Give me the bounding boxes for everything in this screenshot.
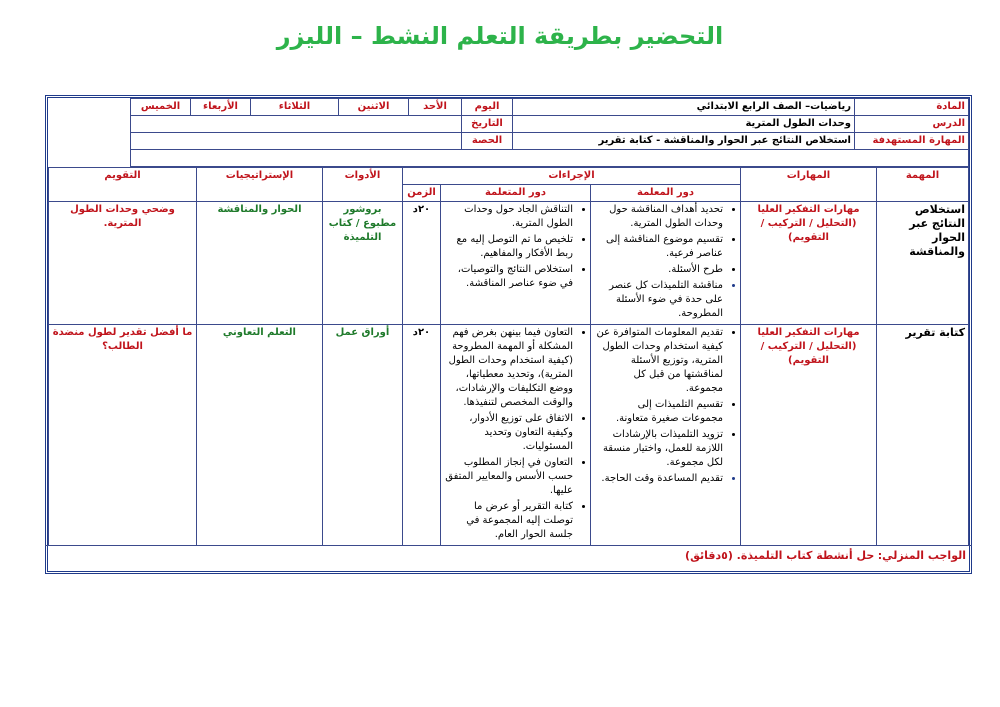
info-row-skill bbox=[49, 133, 969, 150]
row2-time: ٢٠د bbox=[402, 325, 440, 546]
skill-value: استخلاص النتائج عبر الحوار والمناقشة - كتابة تقرير bbox=[513, 133, 855, 150]
row2-teacher-role bbox=[591, 325, 741, 546]
header-tools: الأدوات bbox=[322, 168, 402, 202]
homework-footer bbox=[45, 545, 972, 571]
row1-task: استخلاص النتائج عبر الحوار والمناقشة bbox=[877, 202, 969, 325]
day-label: اليوم bbox=[462, 99, 513, 116]
row1-strategy: الحوار والمناقشة bbox=[196, 202, 322, 325]
day-tuesday: الثلاثاء bbox=[251, 99, 339, 116]
skill-label: المهارة المستهدفة bbox=[855, 133, 969, 150]
header-evaluation: التقويم bbox=[49, 168, 197, 202]
row2-task: كتابة تقرير bbox=[877, 325, 969, 546]
row1-evaluation: وضحي وحدات الطول المترية. bbox=[49, 202, 197, 325]
row1-student-item: • استخلاص النتائج والتوصيات، في ضوء عناصر المناقشة. bbox=[444, 263, 573, 291]
info-row-blank bbox=[49, 150, 969, 167]
header-row-1 bbox=[49, 168, 969, 185]
header-strategies: الإستراتيجيات bbox=[196, 168, 322, 202]
row1-student-role bbox=[441, 202, 591, 325]
row2-skills: مهارات التفكير العليا (التحليل / التركيب / التقويم) bbox=[741, 325, 877, 546]
row1-skills: مهارات التفكير العليا (التحليل / التركيب / التقويم) bbox=[741, 202, 877, 325]
lesson-label: الدرس bbox=[855, 116, 969, 133]
row1-tools: بروشور مطبوع / كتاب التلميذة bbox=[322, 202, 402, 325]
row1-student-item: • تلخيص ما تم التوصل إليه مع ربط الأفكار والمفاهيم. bbox=[444, 233, 573, 261]
row2-evaluation: ما أفضل تقدير لطول منضدة الطالب؟ bbox=[49, 325, 197, 546]
period-label: الحصة bbox=[462, 133, 513, 150]
procedure-table bbox=[48, 167, 969, 546]
date-value bbox=[131, 116, 462, 133]
row1-student-item: • التناقش الجاد حول وحدات الطول المترية. bbox=[444, 203, 573, 231]
row1-teacher-item: • طرح الأسئلة. bbox=[594, 263, 723, 277]
row1-teacher-role bbox=[591, 202, 741, 325]
row2-teacher-item: • تقسيم التلميذات إلى مجموعات صغيرة متعاونة. bbox=[594, 398, 723, 426]
lesson-plan-frame bbox=[45, 95, 972, 574]
row2-teacher-item: • تقديم المساعدة وقت الحاجة. bbox=[594, 472, 723, 486]
info-row-subject bbox=[49, 99, 969, 116]
day-thursday: الخميس bbox=[131, 99, 191, 116]
row2-student-item: • التعاون في إنجاز المطلوب حسب الأسس والمعايير المتفق عليها. bbox=[444, 456, 573, 498]
header-task: المهمة bbox=[877, 168, 969, 202]
table-row bbox=[49, 325, 969, 546]
table-row bbox=[49, 202, 969, 325]
day-wednesday: الأربعاء bbox=[191, 99, 251, 116]
row2-strategy: التعلم التعاوني bbox=[196, 325, 322, 546]
header-student-role: دور المتعلمة bbox=[441, 185, 591, 202]
row1-time: ٢٠د bbox=[402, 202, 440, 325]
header-skills: المهارات bbox=[741, 168, 877, 202]
row1-teacher-item: • مناقشة التلميذات كل عنصر على حدة في ضوء الأسئلة المطروحة. bbox=[594, 279, 723, 321]
subject-value: رياضيات– الصف الرابع الابتدائي bbox=[513, 99, 855, 116]
homework-label: الواجب المنزلي: bbox=[877, 549, 966, 562]
day-sunday: الأحد bbox=[409, 99, 462, 116]
header-procedures: الإجراءات bbox=[402, 168, 740, 185]
header-teacher-role: دور المعلمة bbox=[591, 185, 741, 202]
header-time: الزمن bbox=[402, 185, 440, 202]
day-monday: الاثنين bbox=[339, 99, 409, 116]
row2-tools: أوراق عمل bbox=[322, 325, 402, 546]
row2-student-role bbox=[441, 325, 591, 546]
row2-student-item: • كتابة التقرير أو عرض ما توصلت إليه المجموعة في جلسة الحوار العام. bbox=[444, 500, 573, 542]
info-row-lesson bbox=[49, 116, 969, 133]
info-table bbox=[48, 98, 969, 167]
row1-teacher-item: • تقسيم موضوع المناقشة إلى عناصر فرعية. bbox=[594, 233, 723, 261]
subject-label: المادة bbox=[855, 99, 969, 116]
row2-teacher-item: • تقديم المعلومات المتوافرة عن كيفية استخدام وحدات الطول المترية، وتوزيع الأسئلة لمناقشتها من قبل كل مجموعة. bbox=[594, 326, 723, 396]
page-title: التحضير بطريقة التعلم النشط – الليزر bbox=[276, 22, 724, 50]
row2-student-item: • الاتفاق على توزيع الأدوار، وكيفية التعاون وتحديد المسئوليات. bbox=[444, 412, 573, 454]
period-value bbox=[131, 133, 462, 150]
date-label: التاريخ bbox=[462, 116, 513, 133]
blank-spacer bbox=[131, 150, 969, 167]
homework-text: حل أنشطة كتاب التلميذة. (٥دقائق) bbox=[685, 549, 875, 562]
lesson-value: وحدات الطول المترية bbox=[513, 116, 855, 133]
row2-teacher-item: • تزويد التلميذات بالإرشادات اللازمة للعمل، واختيار منسقة لكل مجموعة. bbox=[594, 428, 723, 470]
row1-teacher-item: • تحديد أهداف المناقشة حول وحدات الطول المترية. bbox=[594, 203, 723, 231]
row2-student-item: • التعاون فيما بينهن بغرض فهم المشكلة أو المهمة المطروحة (كيفية استخدام وحدات الطول المترية)، وتحديد معطياتها، ووضع التكليفات والإرشادات، والوقت المخصص لتنفيذها. bbox=[444, 326, 573, 410]
